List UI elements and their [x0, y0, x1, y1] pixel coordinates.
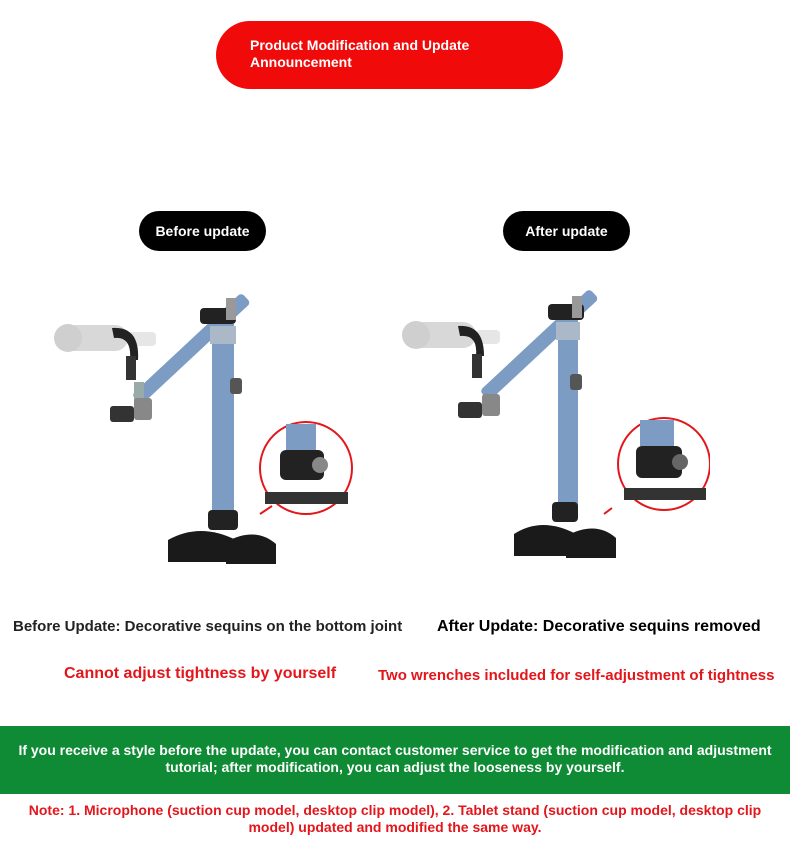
before-update-description: Before Update: Decorative sequins on the bottom joint	[13, 618, 403, 635]
announcement-title: Product Modification and Update Announcement	[250, 37, 470, 70]
customer-service-banner	[0, 726, 790, 794]
before-update-issue: Cannot adjust tightness by yourself	[64, 665, 337, 682]
after-update-benefit: Two wrenches included for self-adjustment of tightness	[378, 667, 775, 684]
after-update-label-text: After update	[525, 223, 608, 239]
footnote-text: Note: 1. Microphone (suction cup model, desktop clip model), 2. Tablet stand (suction cup model, desktop clip model) updated and modified the same way.	[28, 802, 762, 835]
customer-service-text: If you receive a style before the update, you can contact customer service to get the modification and adjustment tutorial; after modification, you can adjust the looseness by yourself.	[18, 742, 772, 775]
before-update-label	[139, 211, 266, 251]
after-update-label	[503, 211, 630, 251]
before-product-image	[50, 290, 360, 580]
microphone-icon	[54, 324, 156, 380]
microphone-icon	[402, 321, 500, 378]
announcement-title-badge	[216, 21, 563, 89]
footnote	[0, 802, 790, 836]
after-update-description: After Update: Decorative sequins removed	[437, 618, 761, 635]
before-update-label-text: Before update	[155, 223, 250, 239]
after-product-image	[400, 290, 710, 580]
